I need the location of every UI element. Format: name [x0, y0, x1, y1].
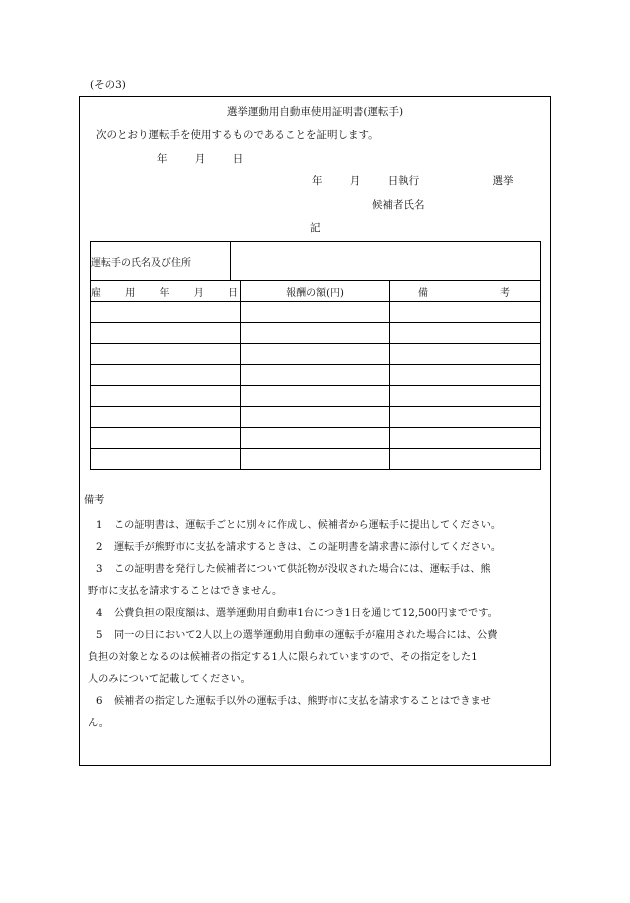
note-text: 同一の日において2人以上の選挙運動用自動車の運転手が雇用された場合には、公費 — [114, 630, 498, 641]
note-item — [96, 559, 491, 581]
note-number: 4 — [96, 608, 103, 619]
note-continuation: 人のみについて記載してください。 — [88, 674, 251, 685]
notes-heading: 備考 — [84, 495, 105, 506]
date-cell[interactable] — [91, 302, 241, 323]
election-year: 年 — [312, 175, 323, 187]
table-row — [91, 302, 541, 323]
issue-year: 年 — [157, 153, 168, 165]
name-address-field[interactable] — [231, 242, 541, 281]
date-cell[interactable] — [91, 428, 241, 449]
amount-cell[interactable] — [241, 449, 390, 470]
amount-cell[interactable] — [241, 323, 390, 344]
date-cell[interactable] — [91, 449, 241, 470]
header-date-char: 雇 — [91, 287, 101, 299]
note-continuation: 野市に支払を請求することはできません。 — [88, 586, 283, 597]
remarks-cell[interactable] — [390, 365, 541, 386]
note-text: この証明書を発行した候補者について供託物が没収された場合には、運転手は、熊 — [114, 564, 491, 575]
remarks-cell[interactable] — [390, 344, 541, 365]
name-address-label: 運転手の氏名及び住所 — [91, 242, 231, 281]
election-line — [312, 176, 514, 187]
date-cell[interactable] — [91, 344, 241, 365]
name-address-row — [91, 242, 541, 281]
header-date-char: 年 — [159, 287, 170, 299]
note-continuation: 負担の対象となるのは候補者の指定する1人に限られていますので、その指定をした1 — [88, 652, 478, 663]
issue-day: 日 — [232, 153, 244, 165]
header-date-char: 日 — [228, 287, 238, 299]
header-remarks-char: 備 — [418, 287, 428, 299]
header-date-char: 月 — [193, 287, 204, 299]
header-remarks — [390, 281, 541, 302]
note-item — [96, 691, 491, 713]
date-cell[interactable] — [91, 323, 241, 344]
note-text: 候補者の指定した運転手以外の運転手は、熊野市に支払を請求することはできませ — [114, 696, 491, 707]
header-remarks-char: 考 — [500, 287, 511, 299]
amount-cell[interactable] — [241, 302, 390, 323]
remarks-cell[interactable] — [390, 449, 541, 470]
table-row — [91, 365, 541, 386]
remarks-cell[interactable] — [390, 386, 541, 407]
note-number: 1 — [96, 520, 103, 531]
date-cell[interactable] — [91, 386, 241, 407]
remarks-cell[interactable] — [390, 323, 541, 344]
note-number: 2 — [96, 542, 103, 553]
date-cell[interactable] — [91, 365, 241, 386]
note-text: 運転手が熊野市に支払を請求するときは、この証明書を請求書に添付してください。 — [114, 542, 502, 553]
header-row — [91, 281, 541, 302]
note-item — [96, 515, 501, 537]
remarks-cell[interactable] — [390, 407, 541, 428]
form-number: (その3) — [90, 79, 126, 91]
intro-text: 次のとおり運転手を使用するものであることを証明します。 — [96, 129, 379, 141]
table-row — [91, 344, 541, 365]
table-row — [91, 407, 541, 428]
candidate-name-label: 候補者氏名 — [372, 199, 425, 211]
table-row — [91, 449, 541, 470]
note-number: 3 — [96, 564, 103, 575]
date-cell[interactable] — [91, 407, 241, 428]
election-month: 月 — [349, 175, 361, 187]
amount-cell[interactable] — [241, 365, 390, 386]
header-date-char: 用 — [125, 287, 136, 299]
election-label: 選挙 — [492, 175, 514, 187]
ki-mark: 記 — [310, 222, 321, 234]
amount-cell[interactable] — [241, 344, 390, 365]
note-item — [96, 603, 498, 625]
election-day-held: 日執行 — [387, 175, 420, 187]
remarks-cell[interactable] — [390, 302, 541, 323]
page-title: 選挙運動用自動車使用証明書(運転手) — [226, 106, 404, 118]
driver-table — [90, 241, 541, 470]
table-row — [91, 323, 541, 344]
amount-cell[interactable] — [241, 428, 390, 449]
header-employment-date — [91, 281, 241, 302]
amount-cell[interactable] — [241, 386, 390, 407]
note-number: 5 — [96, 630, 103, 641]
table-row — [91, 386, 541, 407]
table-row — [91, 428, 541, 449]
note-text: 公費負担の限度額は、選挙運動用自動車1台につき1日を通じて12,500円までです。 — [114, 608, 498, 619]
header-amount: 報酬の額(円) — [241, 281, 390, 302]
note-continuation: ん。 — [88, 718, 109, 729]
note-item — [96, 625, 497, 647]
issue-date-line — [157, 154, 243, 165]
issue-month: 月 — [194, 153, 206, 165]
note-number: 6 — [96, 696, 103, 707]
amount-cell[interactable] — [241, 407, 390, 428]
note-text: この証明書は、運転手ごとに別々に作成し、候補者から運転手に提出してください。 — [114, 520, 502, 531]
remarks-cell[interactable] — [390, 428, 541, 449]
note-item — [96, 537, 501, 559]
